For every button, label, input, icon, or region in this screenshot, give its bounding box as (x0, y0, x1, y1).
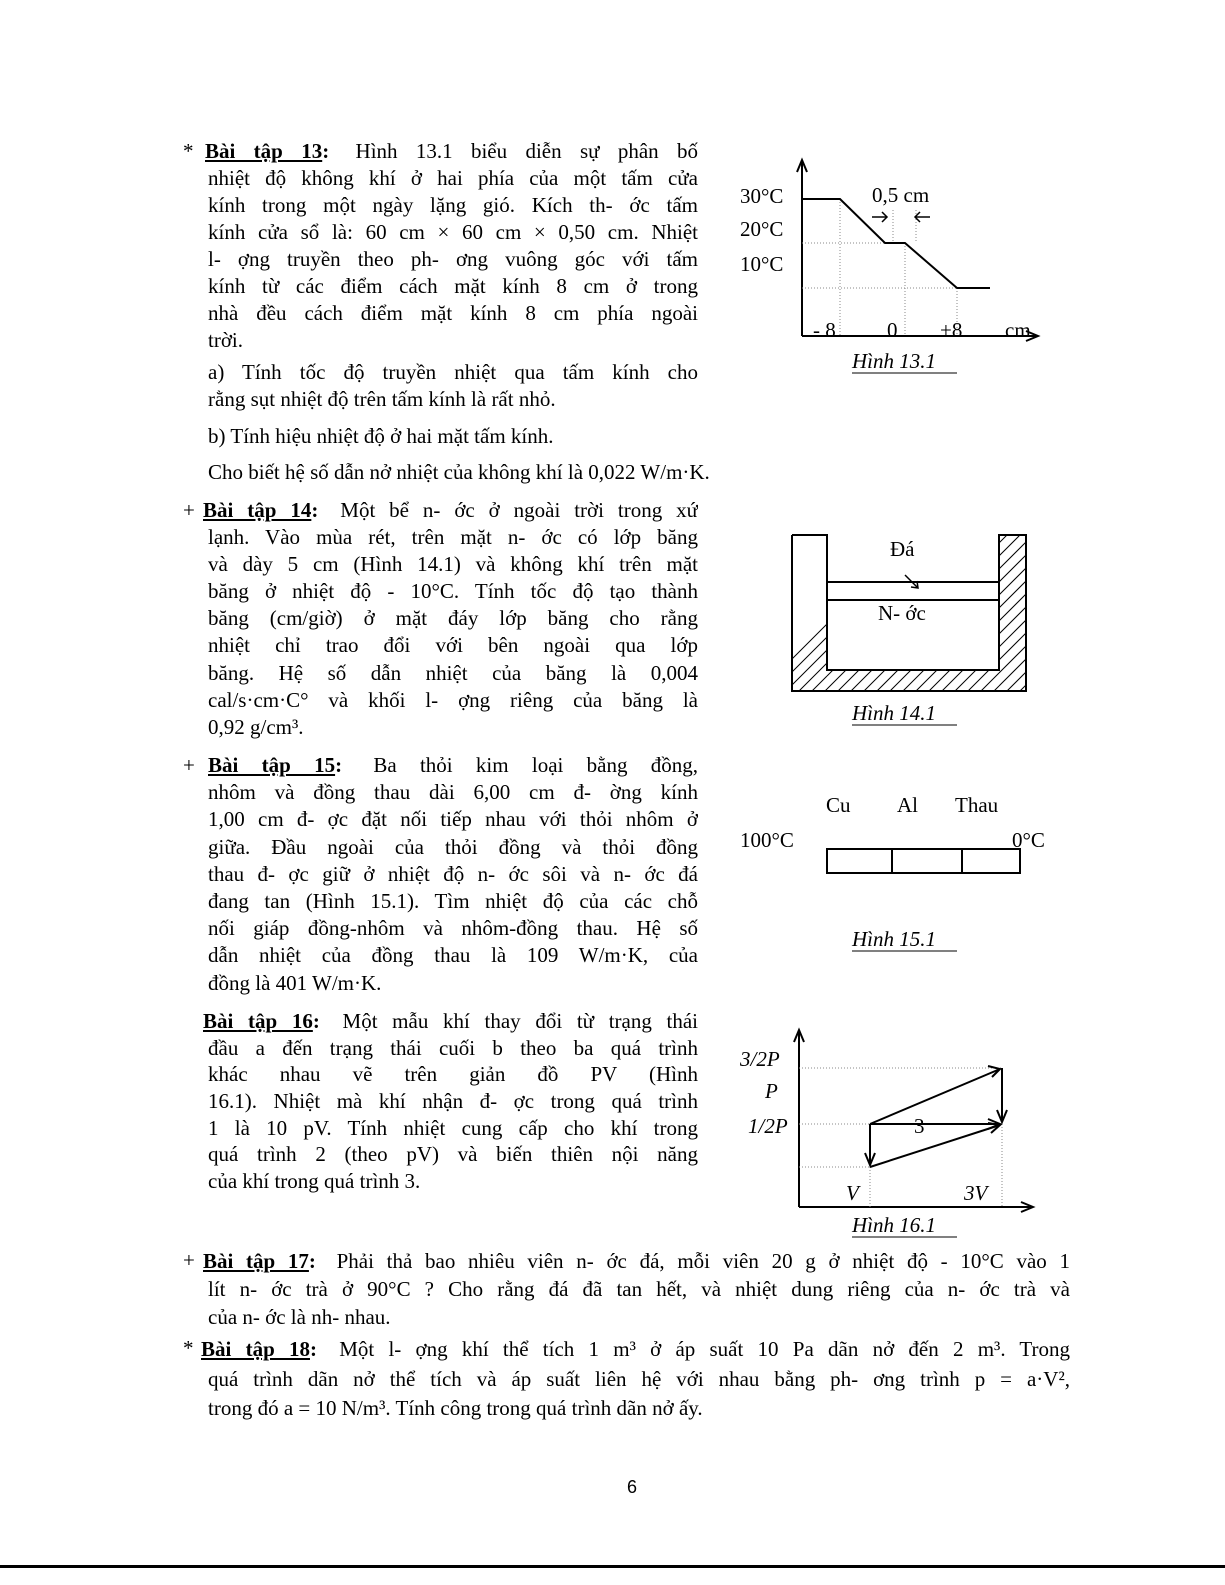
hatch-line (999, 555, 1026, 582)
hatch-line (942, 670, 963, 691)
figure-15-1 (827, 849, 1020, 873)
hatch-line (999, 568, 1026, 595)
text-line: nhiệt độ không khí ở hai phía của một tấm cửa (208, 166, 698, 190)
text-line: thau đ- ợc giữ ở nhiệt độ n- ớc sôi và n- ớc đá (208, 861, 698, 886)
line-text: Ba thỏi kim loại bằng đồng, (373, 753, 698, 777)
metal-label: Cu (826, 793, 851, 817)
exercise-marker: + (183, 753, 195, 777)
text-line: a) Tính tốc độ truyền nhiệt qua tấm kính cho (208, 360, 698, 384)
metal-label: Thau (955, 793, 999, 817)
hatch-line (812, 676, 827, 691)
hatch-line (999, 646, 1026, 673)
hatch-line (903, 670, 924, 691)
text-line: kính trong một ngày lặng gió. Kích th- ớc tấm (208, 193, 698, 217)
line-text: Phải thả bao nhiêu viên n- ớc đá, mỗi viên 20 g ở nhiệt độ - 10°C vào 1 (336, 1249, 1070, 1273)
hatch-line (955, 670, 976, 691)
exercise-title: Bài tập 13 (205, 139, 323, 163)
line-text: Hình 13.1 biểu diễn sự phân bố (355, 139, 698, 163)
text-line: đồng là 401 W/m·K. (208, 970, 382, 995)
hot-temperature: 100°C (740, 828, 794, 852)
figure-caption: Hình 14.1 (852, 701, 936, 725)
text-line: và dày 5 cm (Hình 14.1) và không khí trên mặt (208, 552, 698, 577)
hatch-line (999, 633, 1026, 660)
hatch-line (792, 650, 827, 685)
text-line: kính từ các điểm cách mặt kính 8 cm ở trong (208, 274, 698, 298)
process-1a (870, 1069, 1000, 1124)
exercise-title: Bài tập 15 (208, 753, 336, 777)
exercise-title: Bài tập 16 (203, 1009, 313, 1033)
title-colon: : (335, 753, 343, 777)
text-line: băng (cm/giờ) ở mặt đáy lớp băng cho rằng (208, 606, 698, 631)
line-text: Một mẫu khí thay đổi từ trạng thái (342, 1009, 698, 1033)
temperature-profile (802, 199, 990, 288)
figure-caption: Hình 15.1 (852, 927, 936, 951)
text-line: quá trình dãn nở thể tích và áp suất liên hệ với nhau bằng ph- ơng trình p = a·V², (208, 1366, 1070, 1391)
text-line: rằng sụt nhiệt độ trên tấm kính là rất nhỏ. (208, 387, 556, 411)
x-label: cm (1005, 318, 1031, 342)
text-line: lít n- ớc trà ở 90°C ? Cho rằng đá đã tan hết, và nhiệt dung riêng của n- ớc trà và (208, 1277, 1070, 1301)
exercise-marker: + (183, 498, 195, 522)
ice-label: Đá (890, 537, 915, 561)
text-line: trong đó a = 10 N/m³. Tính công trong quá trình dãn nở ấy. (208, 1396, 703, 1420)
text-line: b) Tính hiệu nhiệt độ ở hai mặt tấm kính. (208, 424, 554, 448)
title-colon: : (312, 1009, 320, 1033)
hatch-line (838, 670, 859, 691)
exercise-marker: + (183, 1248, 195, 1272)
hatch-line (864, 670, 885, 691)
line-text: Một l- ợng khí thể tích 1 m³ ở áp suất 10 Pa dãn nở đến 2 m³. Trong (339, 1337, 1070, 1361)
y-label: 20°C (740, 217, 784, 241)
process-arrows (865, 1066, 1007, 1167)
figure-caption: Hình 16.1 (852, 1213, 936, 1237)
cold-temperature: 0°C (1012, 828, 1045, 852)
title-colon: : (308, 1249, 316, 1273)
hatch-line (890, 670, 911, 691)
x-label: V (846, 1181, 859, 1205)
hatch-line (999, 535, 1020, 556)
text-line: băng ở nhiệt độ - 10°C. Tính tốc độ tạo thành (208, 579, 698, 604)
hatch-line (792, 637, 827, 672)
exercise-title: Bài tập 18 (201, 1337, 310, 1361)
y-label: 1/2P (748, 1114, 788, 1138)
y-label: P (765, 1079, 778, 1103)
y-label: 30°C (740, 184, 784, 208)
text-line: Cho biết hệ số dẫn nở nhiệt của không khí là 0,022 W/m·K. (208, 460, 710, 484)
text-line: giữa. Đầu ngoài của thỏi đồng và thỏi đồng (208, 834, 698, 859)
title-colon: : (311, 498, 319, 522)
hatch-line (999, 535, 1007, 543)
process-2b (870, 1125, 1000, 1167)
text-line: nhiệt chỉ trao đổi với bên ngoài qua lớp (208, 633, 698, 658)
x-label: 0 (887, 318, 898, 342)
hatch-line (999, 594, 1026, 621)
rod-assembly (827, 849, 1020, 873)
text-line: của n- ớc là nh- nhau. (208, 1305, 391, 1329)
text-line: nhôm và đồng thau dài 6,00 cm đ- ờng kính (208, 780, 698, 805)
hatch-line (851, 670, 872, 691)
gap-label: 0,5 cm (872, 183, 930, 207)
title-colon: : (322, 139, 330, 163)
text-line: nhà đều cách điểm mặt kính 8 cm phía ngoài (208, 301, 698, 325)
title-colon: : (309, 1337, 317, 1361)
hatch-line (999, 607, 1026, 634)
exercise-marker: * (183, 1336, 194, 1360)
text-line: của khí trong quá trình 3. (208, 1169, 421, 1194)
text-line: 1,00 cm đ- ợc đặt nối tiếp nhau với thỏi nhôm ở (208, 807, 698, 832)
hatch-line (929, 670, 950, 691)
page-number: 6 (627, 1477, 638, 1497)
text-line: băng. Hệ số dẫn nhiệt của băng là 0,004 (208, 660, 698, 685)
exercise-marker: * (183, 139, 194, 163)
hatch-line (877, 670, 898, 691)
hatch-line (799, 663, 827, 691)
text-line: lạnh. Vào mùa rét, trên mặt n- ớc có lớp băng (208, 525, 698, 550)
hatch-line (999, 620, 1026, 647)
hatch-line (999, 659, 1026, 686)
figure-caption: Hình 13.1 (852, 349, 936, 373)
water-label: N- ớc (878, 601, 926, 625)
text-line: 0,92 g/cm³. (208, 714, 304, 739)
hatch-line (916, 670, 937, 691)
y-label: 3/2P (740, 1047, 780, 1071)
hatch-line (968, 670, 989, 691)
figure-13-1-labels (740, 183, 1031, 373)
x-label: +8 (940, 318, 963, 342)
exercise-title: Bài tập 17 (203, 1249, 309, 1273)
x-label: 3V (964, 1181, 988, 1205)
hatch-line (999, 542, 1026, 569)
exercise-title: Bài tập 14 (203, 498, 312, 522)
process-label: 3 (914, 1114, 925, 1138)
text-line: đầu a đến trạng thái cuối b theo ba quá trình (208, 1035, 698, 1060)
text-line: 16.1). Nhiệt mà khí nhận đ- ợc trong quá trình (208, 1089, 698, 1114)
hatch-line (792, 624, 827, 659)
metal-label: Al (897, 793, 918, 817)
hatch-line (999, 581, 1026, 608)
text-line: đang tan (Hình 15.1). Tìm nhiệt độ của các chỗ (208, 888, 698, 913)
text-line: dẫn nhiệt của đồng thau là 109 W/m·K, của (208, 943, 698, 968)
text-line: quá trình 2 (theo pV) và biến thiên nội năng (208, 1142, 698, 1167)
text-line: cal/s·cm·C° và khối l- ợng riêng của băng là (208, 687, 698, 712)
text-line: kính cửa sổ là: 60 cm × 60 cm × 0,50 cm. Nhiệt (208, 220, 698, 244)
text-line: l- ợng truyền theo ph- ơng vuông góc với tấm (208, 247, 698, 271)
text-line: nối giáp đồng-nhôm và nhôm-đồng thau. Hệ số (208, 916, 698, 941)
x-label: - 8 (813, 318, 836, 342)
line-text: Một bể n- ớc ở ngoài trời trong xứ (340, 498, 698, 522)
y-label: 10°C (740, 252, 784, 276)
text-line: khác nhau vẽ trên giản đồ PV (Hình (208, 1062, 698, 1087)
text-line: trời. (208, 328, 244, 352)
text-line: 1 là 10 pV. Tính nhiệt cung cấp cho khí trong (208, 1115, 698, 1140)
page-bottom-rule (0, 1565, 1225, 1568)
